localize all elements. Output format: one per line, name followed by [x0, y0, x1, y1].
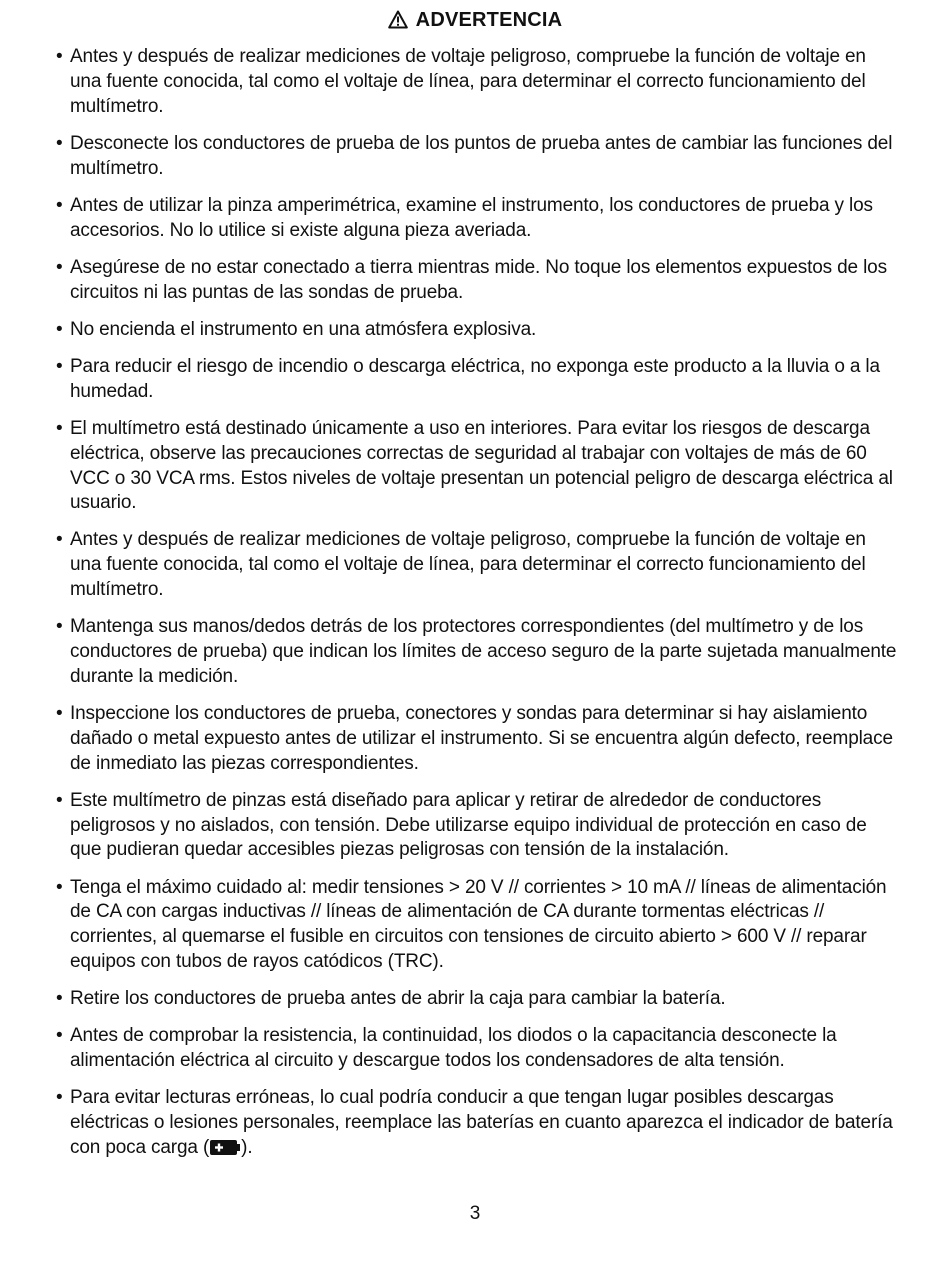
- warning-text-end: ).: [241, 1136, 253, 1158]
- bullet: •: [56, 616, 63, 638]
- warning-text: Asegúrese de no estar conectado a tierra mientras mide. No toque los elementos expuestos de los circuitos ni las puntas de las sondas de prueba.: [70, 256, 887, 303]
- bullet: •: [56, 194, 63, 216]
- warning-text: Desconecte los conductores de prueba de los puntos de prueba antes de cambiar las funciones del multímetro.: [70, 132, 893, 179]
- warning-text: Inspeccione los conductores de prueba, conectores y sondas para determinar si hay aislamiento dañado o metal expuesto antes de utilizar el instrumento. Si se encuentra algún defecto, reemplace de inmediato las piezas correspondientes.: [70, 703, 893, 774]
- bullet: •: [56, 355, 63, 377]
- warning-text: Retire los conductores de prueba antes de abrir la caja para cambiar la batería.: [70, 988, 726, 1010]
- page-number: 3: [469, 1203, 481, 1224]
- warning-item: [56, 1086, 901, 1160]
- warning-text: Antes de comprobar la resistencia, la continuidad, los diodos o la capacitancia desconecte la alimentación eléctrica al circuito y descargue todos los condensadores de alta tensión.: [70, 1025, 837, 1072]
- warning-text: Antes de utilizar la pinza amperimétrica, examine el instrumento, los conductores de prueba y los accesorios. No lo utilice si existe alguna pieza averiada.: [70, 194, 873, 241]
- warning-title: ADVERTENCIA: [415, 9, 563, 31]
- bullet: •: [56, 46, 63, 67]
- bullet: •: [56, 529, 63, 551]
- bullet: •: [56, 703, 63, 725]
- bullet: •: [56, 789, 63, 811]
- warning-item: [56, 528, 901, 602]
- warning-text: Mantenga sus manos/dedos detrás de los protectores correspondientes (del multímetro y de los conductores de prueba) que indican los límites de acceso seguro de la parte sujetada manualmente durante la medición.: [70, 616, 897, 687]
- warning-text: Tenga el máximo cuidado al: medir tensiones > 20 V // corrientes > 10 mA // líneas de alimentación de CA con cargas inductivas // líneas de alimentación de CA durante tormentas eléctricas // corrientes, al quemarse el fusible en circuitos con tensiones de circuito abierto > 600 V // reparar equipos con tubos de rayos catódicos (TRC).: [70, 876, 887, 972]
- warning-item: [56, 318, 901, 343]
- warning-text: No encienda el instrumento en una atmósfera explosiva.: [70, 318, 537, 340]
- warning-item: [56, 194, 901, 244]
- warning-item: [56, 45, 901, 119]
- low-battery-icon: [210, 1138, 240, 1153]
- warning-item: [56, 789, 901, 863]
- warning-item: [56, 132, 901, 182]
- warning-list: [56, 45, 901, 1173]
- warning-text: El multímetro está destinado únicamente a uso en interiores. Para evitar los riesgos de descarga eléctrica, observe las precauciones correctas de seguridad al trabajar con voltajes de más de 60 VCC o 30 VCA rms. Estos niveles de voltaje presentan un potencial peligro de descarga eléctrica al usuario.: [70, 417, 893, 514]
- warning-text: Antes y después de realizar mediciones de voltaje peligroso, compruebe la función de voltaje en una fuente conocida, tal como el voltaje de línea, para determinar el correcto funcionamiento del multímetro.: [70, 46, 866, 117]
- warning-text: Antes y después de realizar mediciones de voltaje peligroso, compruebe la función de voltaje en una fuente conocida, tal como el voltaje de línea, para determinar el correcto funcionamiento del multímetro.: [70, 529, 866, 601]
- warning-item: [56, 702, 901, 776]
- bullet: •: [56, 318, 63, 340]
- bullet: •: [56, 876, 63, 898]
- warning-item: [56, 256, 901, 306]
- warning-item: [56, 355, 901, 405]
- bullet: •: [56, 256, 63, 278]
- bullet: •: [56, 1087, 63, 1109]
- warning-text: Para reducir el riesgo de incendio o descarga eléctrica, no exponga este producto a la lluvia o a la humedad.: [70, 355, 880, 402]
- warning-text: Este multímetro de pinzas está diseñado para aplicar y retirar de alrededor de conductores peligrosos y no aislados, con tensión. Debe utilizarse equipo individual de protección en caso de que pudieran quedar accesibles piezas peligrosas con tensión de la instalación.: [70, 789, 867, 861]
- warning-item: [56, 615, 901, 689]
- bullet: •: [56, 417, 63, 439]
- warning-item: [56, 987, 901, 1012]
- warning-heading: [0, 8, 950, 35]
- warning-item: [56, 417, 901, 516]
- bullet: •: [56, 988, 63, 1010]
- warning-text: Para evitar lecturas erróneas, lo cual podría conducir a que tengan lugar posibles descargas eléctricas o lesiones personales, reemplace las baterías en cuanto aparezca el indicador de batería con poca carga (: [70, 1087, 893, 1158]
- warning-item: [56, 876, 901, 975]
- warning-item: [56, 1024, 901, 1074]
- bullet: •: [56, 1025, 63, 1047]
- bullet: •: [56, 132, 63, 154]
- warning-triangle-icon: [388, 10, 408, 35]
